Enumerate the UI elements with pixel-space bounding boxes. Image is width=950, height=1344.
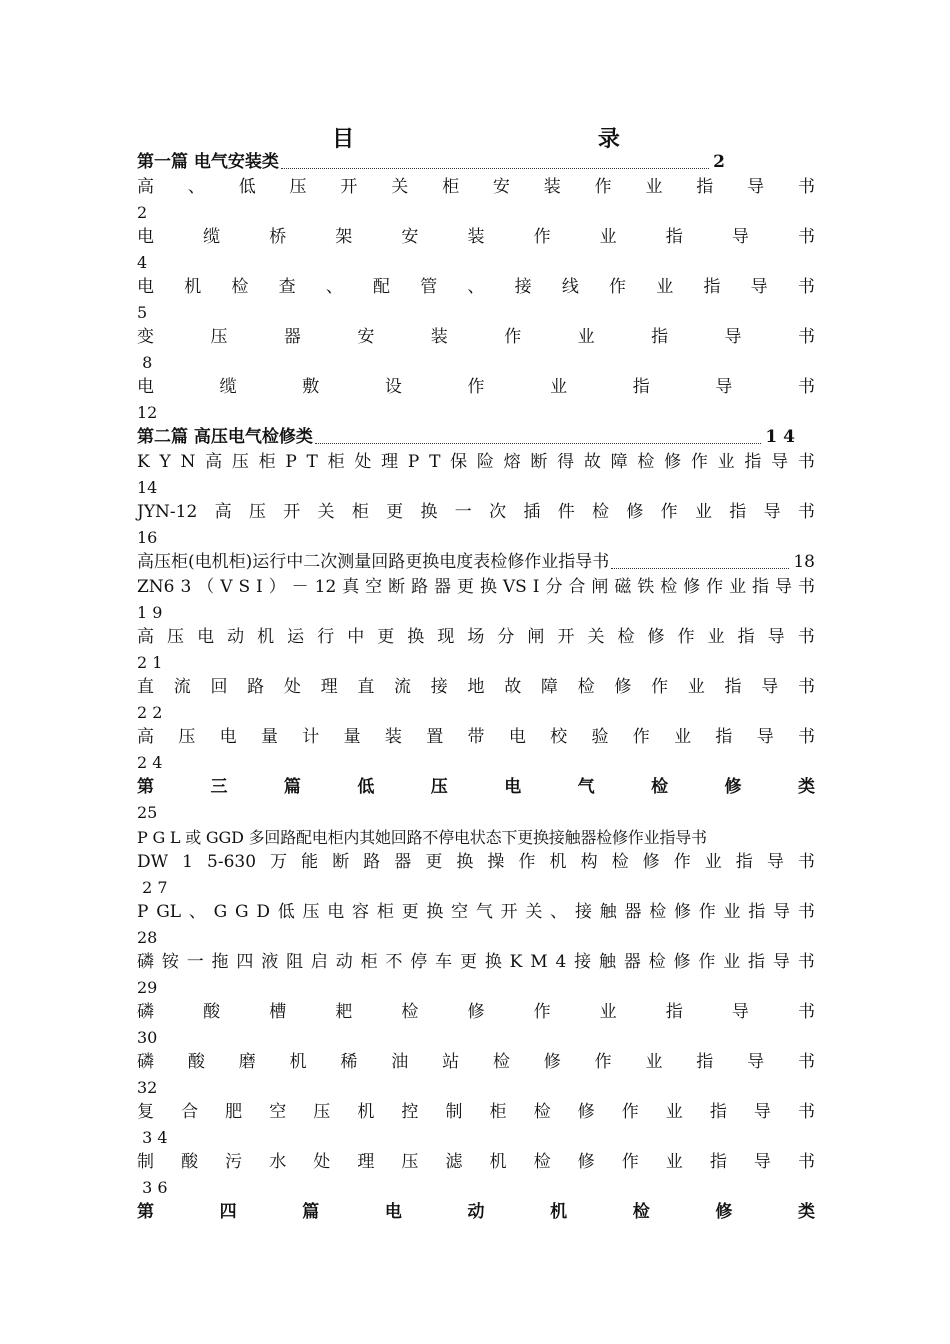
toc-entry	[137, 1100, 815, 1125]
entry-title: 电 机 检 查 、 配 管 、 接 线 作 业 指 导 书	[137, 277, 815, 297]
toc-entry	[137, 950, 815, 975]
page-number: 4	[137, 253, 148, 272]
toc-entry	[137, 1050, 815, 1075]
page-number: 14	[137, 478, 158, 497]
toc-entry	[137, 725, 815, 750]
dot-leader	[315, 442, 762, 444]
part-heading	[137, 150, 725, 175]
entry-title: 磷 酸 磨 机 稀 油 站 检 修 作 业 指 导 书	[137, 1052, 815, 1072]
entry-title: 第二篇 高压电气检修类	[137, 427, 313, 447]
table-of-contents	[137, 150, 815, 1225]
entry-title: 制 酸 污 水 处 理 压 滤 机 检 修 作 业 指 导 书	[137, 1152, 815, 1172]
part-heading	[137, 425, 795, 450]
toc-entry	[137, 275, 815, 300]
page-number: 3 4	[137, 1128, 168, 1147]
page-number: 2 4	[137, 753, 163, 772]
page-number: 2	[137, 203, 148, 222]
page-number: 8	[137, 353, 153, 372]
page-number: 29	[137, 978, 158, 997]
page-number: 3 6	[137, 1178, 168, 1197]
entry-title: 直 流 回 路 处 理 直 流 接 地 故 障 检 修 作 业 指 导 书	[137, 677, 815, 697]
entry-title: 磷 铵 一 拖 四 液 阻 启 动 柜 不 停 车 更 换 K M 4 接 触 器 检 修 作 业 指 导 书	[137, 952, 815, 972]
entry-title: 高压柜(电机柜)运行中二次测量回路更换电度表检修作业指导书	[137, 552, 610, 572]
page-number: 1 9	[137, 603, 163, 622]
page-number: 2 1	[137, 653, 163, 672]
entry-title: 复 合 肥 空 压 机 控 制 柜 检 修 作 业 指 导 书	[137, 1102, 815, 1122]
entry-title: JYN-12 高 压 开 关 柜 更 换 一 次 插 件 检 修 作 业 指 导 书	[137, 502, 815, 522]
entry-title: P GL 、 G G D 低 压 电 容 柜 更 换 空 气 开 关 、 接 触 器 检 修 作 业 指 导 书	[137, 902, 815, 922]
toc-title: 目 录	[332, 126, 738, 152]
page-number: 1 4	[765, 427, 795, 447]
entry-title: 高 、 低 压 开 关 柜 安 装 作 业 指 导 书	[137, 177, 815, 197]
entry-title: 第 四 篇 电 动 机 检 修 类	[137, 1202, 815, 1222]
entry-title: 磷 酸 槽 耙 检 修 作 业 指 导 书	[137, 1002, 815, 1022]
page-number: 2 7	[137, 878, 168, 897]
toc-entry	[137, 850, 815, 875]
toc-entry	[137, 550, 815, 575]
toc-entry	[137, 675, 815, 700]
page-number: 30	[137, 1028, 158, 1047]
toc-entry	[137, 450, 815, 475]
toc-entry	[137, 175, 815, 200]
toc-entry	[137, 375, 815, 400]
toc-entry: P G L 或 GGD 多回路配电柜内其她回路不停电状态下更换接触器检修作业指导书	[137, 828, 707, 847]
page-number: 28	[137, 928, 158, 947]
page-number: 25	[137, 803, 158, 822]
page-number: 2	[713, 152, 725, 172]
page-number: 2 2	[137, 703, 163, 722]
page-number: 18	[793, 552, 815, 572]
toc-entry	[137, 500, 815, 525]
part-heading	[137, 775, 815, 800]
entry-title: ZN6 3 （ V S I ） － 12 真 空 断 路 器 更 换 VS I 分 合 闸 磁 铁 检 修 作 业 指 导 书	[137, 577, 815, 597]
entry-title: 高 压 电 动 机 运 行 中 更 换 现 场 分 闸 开 关 检 修 作 业 指 导 书	[137, 627, 815, 647]
part-heading	[137, 1200, 815, 1225]
dot-leader	[611, 567, 789, 569]
toc-entry	[137, 225, 815, 250]
toc-entry	[137, 625, 815, 650]
page-number: 32	[137, 1078, 158, 1097]
toc-entry	[137, 325, 815, 350]
toc-entry	[137, 1150, 815, 1175]
entry-title: DW 1 5-630 万 能 断 路 器 更 换 操 作 机 构 检 修 作 业 指 导 书	[137, 852, 815, 872]
entry-title: 高 压 电 量 计 量 装 置 带 电 校 验 作 业 指 导 书	[137, 727, 815, 747]
toc-entry	[137, 1000, 815, 1025]
entry-title: 电 缆 敷 设 作 业 指 导 书	[137, 377, 815, 397]
page-number: 5	[137, 303, 148, 322]
page-number: 16	[137, 528, 158, 547]
toc-entry	[137, 575, 815, 600]
page-number: 12	[137, 403, 158, 422]
entry-title: 第 三 篇 低 压 电 气 检 修 类	[137, 777, 815, 797]
entry-title: 第一篇 电气安装类	[137, 152, 279, 172]
entry-title: K Y N 高 压 柜 P T 柜 处 理 P T 保 险 熔 断 得 故 障 检 修 作 业 指 导 书	[137, 452, 815, 472]
entry-title: 电 缆 桥 架 安 装 作 业 指 导 书	[137, 227, 815, 247]
entry-title: 变 压 器 安 装 作 业 指 导 书	[137, 327, 815, 347]
toc-entry	[137, 900, 815, 925]
dot-leader	[281, 167, 709, 169]
